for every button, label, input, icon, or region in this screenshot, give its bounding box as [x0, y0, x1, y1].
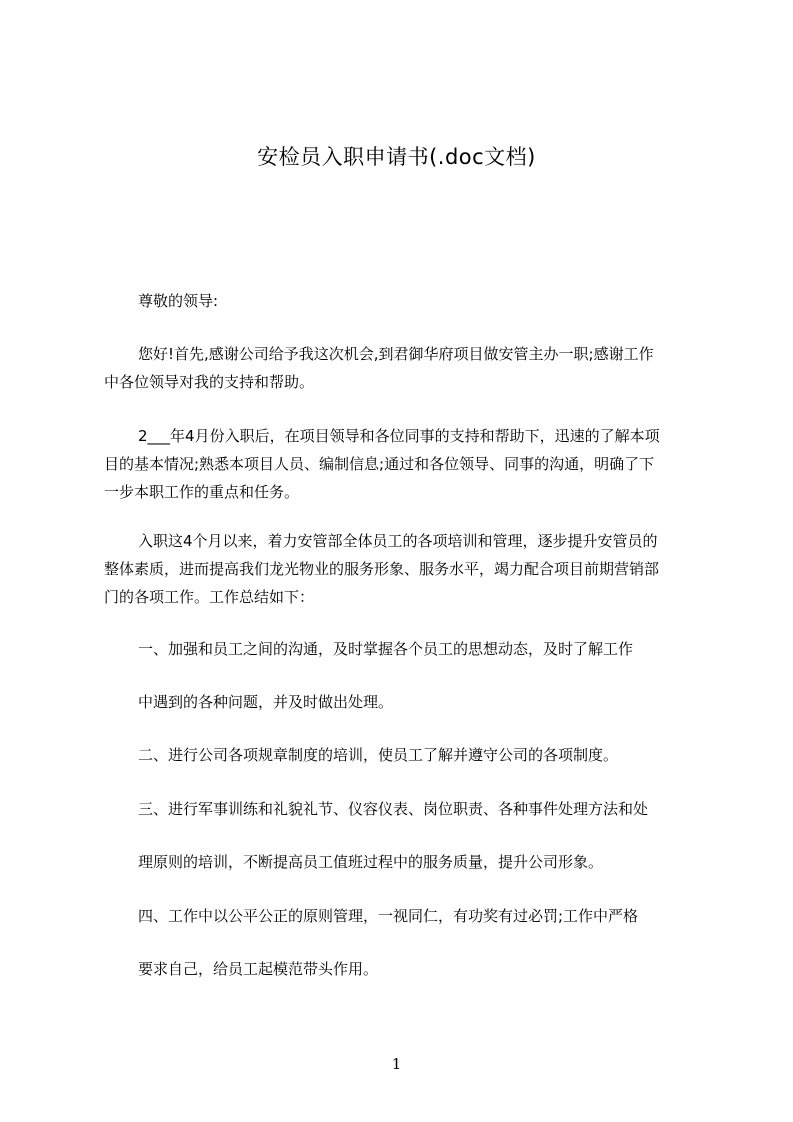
list-item-2: 二、进行公司各项规章制度的培训，使员工了解并遵守公司的各项制度。 — [138, 746, 619, 764]
paragraph-1-line-1: 您好!首先,感谢公司给予我这次机会,到君御华府项目做安管主办一职;感谢工作 — [138, 345, 654, 363]
list-item-4-line-1: 四、工作中以公平公正的原则管理，一视同仁，有功奖有过必罚;工作中严格 — [138, 907, 639, 925]
list-item-1-line-1: 一、加强和员工之间的沟通，及时掌握各个员工的思想动态，及时了解工作 — [138, 640, 634, 658]
paragraph-1-line-2: 中各位领导对我的支持和帮助。 — [104, 373, 315, 391]
list-item-1-line-2: 中遇到的各种问题，并及时做出处理。 — [138, 693, 394, 711]
paragraph-3-line-3: 门的各项工作。工作总结如下： — [104, 588, 315, 606]
list-item-3-line-2: 理原则的培训，不断提高员工值班过程中的服务质量，提升公司形象。 — [138, 853, 604, 871]
list-item-4-line-2: 要求自己，给员工起模范带头作用。 — [138, 960, 379, 978]
paragraph-2-line-3: 一步本职工作的重点和任务。 — [104, 483, 300, 501]
salutation: 尊敬的领导: — [138, 292, 219, 310]
paragraph-2-line-2: 目的基本情况;熟悉本项目人员、编制信息;通过和各位领导、同事的沟通，明确了下 — [104, 455, 655, 473]
paragraph-3-line-1: 入职这4个月以来，着力安管部全体员工的各项培训和管理，逐步提升安管员的 — [138, 532, 658, 550]
document-title: 安检员入职申请书(.doc文档) — [257, 145, 536, 169]
paragraph-3-line-2: 整体素质，进而提高我们龙光物业的服务形象、服务水平，竭力配合项目前期营销部 — [104, 560, 660, 578]
list-item-3-line-1: 三、进行军事训练和礼貌礼节、仪容仪表、岗位职责、各种事件处理方法和处 — [138, 800, 649, 818]
page-number: 1 — [391, 1055, 402, 1073]
paragraph-2-line-1: 2___年4月份入职后，在项目领导和各位同事的支持和帮助下，迅速的了解本项 — [138, 427, 660, 445]
